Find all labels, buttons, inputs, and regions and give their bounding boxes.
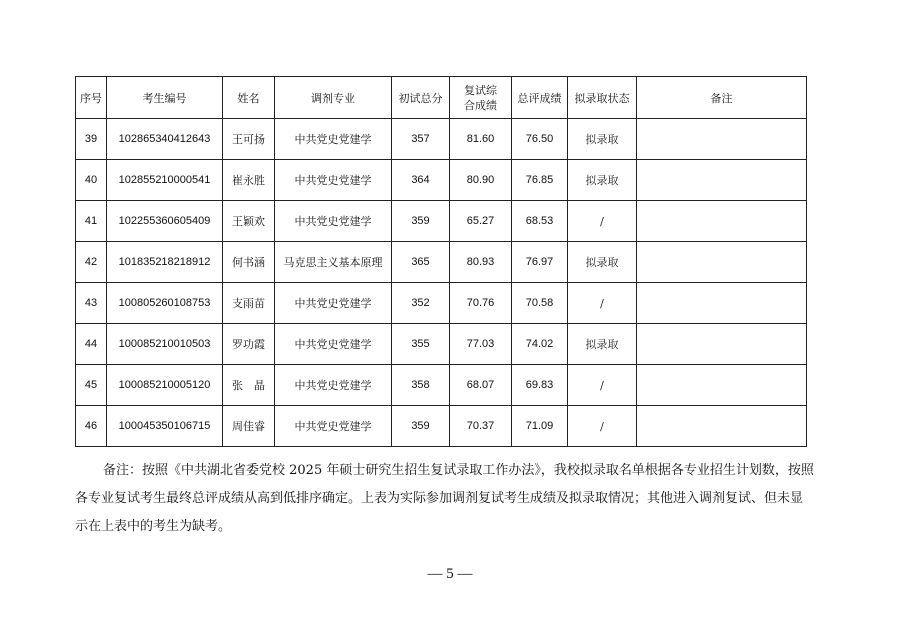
cell-candidate-id: 101835218218912 (107, 242, 223, 283)
cell-seq: 44 (76, 324, 107, 365)
cell-total-score: 71.09 (512, 406, 568, 447)
cell-prelim-score: 359 (392, 406, 450, 447)
cell-admission-status: 拟录取 (568, 119, 637, 160)
admission-table (75, 76, 807, 447)
cell-candidate-id: 102255360605409 (107, 201, 223, 242)
header-candidate-id: 考生编号 (107, 77, 223, 119)
cell-major: 中共党史党建学 (275, 283, 392, 324)
cell-major: 中共党史党建学 (275, 201, 392, 242)
cell-retest-score: 81.60 (450, 119, 512, 160)
header-remark: 备注 (637, 77, 807, 119)
cell-remark (637, 365, 807, 406)
page-number: — 5 — (427, 566, 473, 582)
cell-major: 中共党史党建学 (275, 160, 392, 201)
cell-name: 王颖欢 (223, 201, 275, 242)
cell-name: 王可扬 (223, 119, 275, 160)
cell-total-score: 68.53 (512, 201, 568, 242)
cell-admission-status: / (568, 406, 637, 447)
cell-candidate-id: 102865340412643 (107, 119, 223, 160)
cell-prelim-score: 364 (392, 160, 450, 201)
cell-candidate-id: 100805260108753 (107, 283, 223, 324)
cell-retest-score: 80.93 (450, 242, 512, 283)
cell-candidate-id: 102855210000541 (107, 160, 223, 201)
cell-total-score: 76.97 (512, 242, 568, 283)
cell-total-score: 76.50 (512, 119, 568, 160)
cell-seq: 45 (76, 365, 107, 406)
cell-total-score: 74.02 (512, 324, 568, 365)
cell-remark (637, 160, 807, 201)
cell-prelim-score: 359 (392, 201, 450, 242)
table-row (76, 242, 807, 283)
header-prelim-score: 初试总分 (392, 77, 450, 119)
cell-prelim-score: 352 (392, 283, 450, 324)
cell-remark (637, 242, 807, 283)
cell-admission-status: / (568, 365, 637, 406)
table-row (76, 119, 807, 160)
cell-prelim-score: 358 (392, 365, 450, 406)
cell-name: 崔永胜 (223, 160, 275, 201)
header-admission-status: 拟录取状态 (568, 77, 637, 119)
cell-remark (637, 406, 807, 447)
cell-seq: 40 (76, 160, 107, 201)
table-header-row (76, 77, 807, 119)
cell-retest-score: 77.03 (450, 324, 512, 365)
table-row (76, 324, 807, 365)
table-row (76, 283, 807, 324)
cell-prelim-score: 357 (392, 119, 450, 160)
header-major: 调剂专业 (275, 77, 392, 119)
cell-total-score: 70.58 (512, 283, 568, 324)
cell-admission-status: 拟录取 (568, 242, 637, 283)
cell-major: 中共党史党建学 (275, 119, 392, 160)
cell-retest-score: 70.37 (450, 406, 512, 447)
header-total-score: 总评成绩 (512, 77, 568, 119)
cell-admission-status: 拟录取 (568, 160, 637, 201)
cell-total-score: 69.83 (512, 365, 568, 406)
cell-seq: 41 (76, 201, 107, 242)
cell-candidate-id: 100085210005120 (107, 365, 223, 406)
cell-name: 支雨苗 (223, 283, 275, 324)
cell-prelim-score: 365 (392, 242, 450, 283)
cell-major: 中共党史党建学 (275, 324, 392, 365)
cell-remark (637, 324, 807, 365)
cell-admission-status: / (568, 201, 637, 242)
table-row (76, 406, 807, 447)
cell-major: 中共党史党建学 (275, 406, 392, 447)
header-name: 姓名 (223, 77, 275, 119)
cell-retest-score: 65.27 (450, 201, 512, 242)
notes-paragraph: 备注：按照《中共湖北省委党校 2025 年硕士研究生招生复试录取工作办法》，我校拟录取名单根据各专业招生计划数，按照各专业复试考生最终总评成绩从高到低排序确定。上表为实际参加调剂复试考生成绩及拟录取情况；其他进入调剂复试、但未显示在上表中的考生为缺考。 (75, 463, 814, 534)
cell-candidate-id: 100045350106715 (107, 406, 223, 447)
cell-remark (637, 119, 807, 160)
cell-admission-status: 拟录取 (568, 324, 637, 365)
header-retest-score: 复试综合成绩 (450, 77, 512, 119)
cell-admission-status: / (568, 283, 637, 324)
cell-retest-score: 70.76 (450, 283, 512, 324)
cell-seq: 39 (76, 119, 107, 160)
cell-major: 马克思主义基本原理 (275, 242, 392, 283)
cell-seq: 43 (76, 283, 107, 324)
cell-seq: 46 (76, 406, 107, 447)
cell-remark (637, 201, 807, 242)
cell-prelim-score: 355 (392, 324, 450, 365)
cell-candidate-id: 100085210010503 (107, 324, 223, 365)
header-seq: 序号 (76, 77, 107, 119)
table-row (76, 160, 807, 201)
table-row (76, 201, 807, 242)
cell-name: 罗功霞 (223, 324, 275, 365)
table-body (76, 119, 807, 447)
cell-name: 何书涵 (223, 242, 275, 283)
cell-name: 周佳睿 (223, 406, 275, 447)
cell-remark (637, 283, 807, 324)
cell-total-score: 76.85 (512, 160, 568, 201)
cell-major: 中共党史党建学 (275, 365, 392, 406)
table-row (76, 365, 807, 406)
cell-seq: 42 (76, 242, 107, 283)
cell-name: 张 晶 (223, 365, 275, 406)
cell-retest-score: 68.07 (450, 365, 512, 406)
cell-retest-score: 80.90 (450, 160, 512, 201)
